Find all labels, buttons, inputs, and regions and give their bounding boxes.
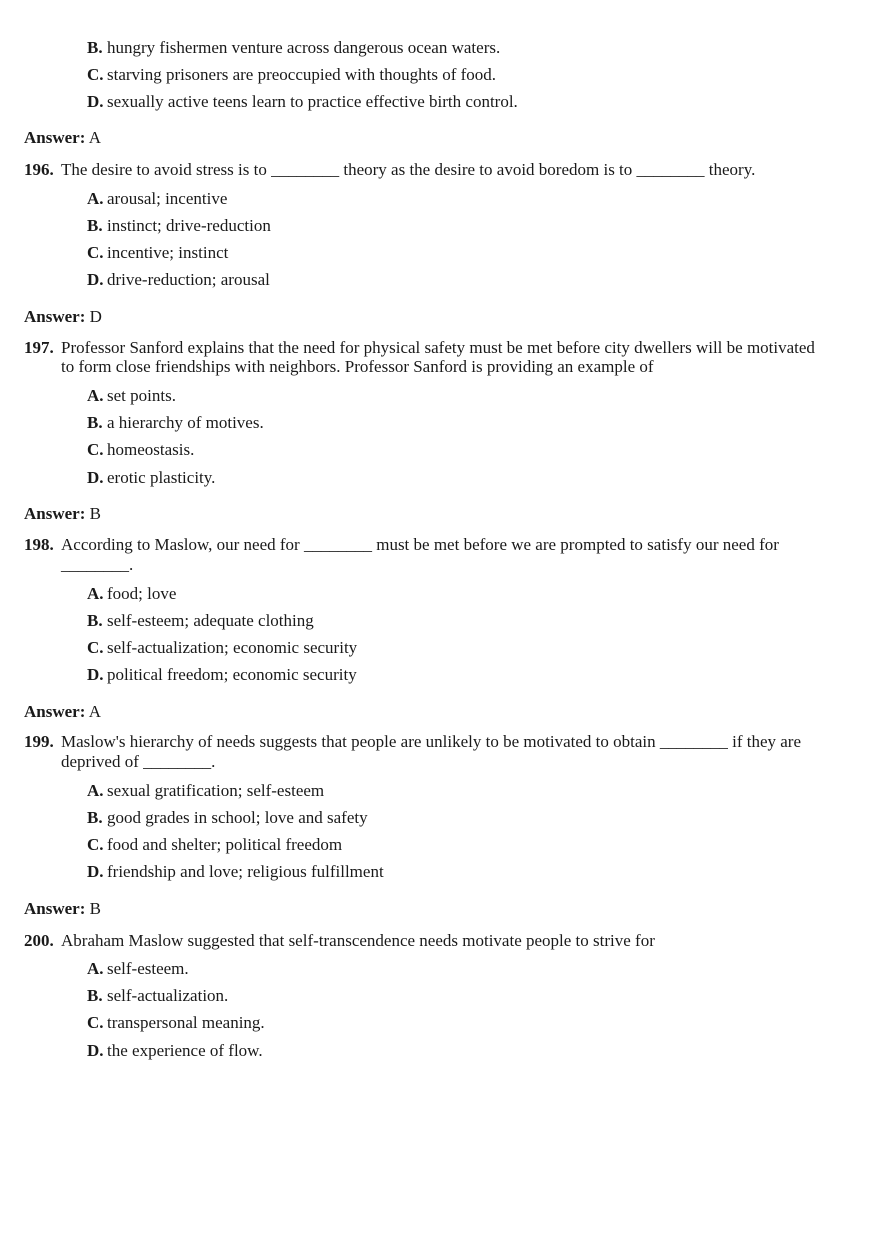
question-196 [24, 160, 755, 180]
question-number: 198. [24, 535, 54, 554]
option-letter: B. [87, 611, 103, 630]
q200-option-c [87, 1013, 265, 1033]
option-text: good grades in school; love and safety [107, 808, 368, 827]
option-text: drive-reduction; arousal [107, 270, 270, 289]
q198-option-a [87, 584, 176, 604]
answer-value: D [89, 307, 102, 326]
option-letter: B. [87, 808, 103, 827]
q198-option-d [87, 665, 357, 685]
option-letter: C. [87, 243, 104, 262]
question-text: deprived of ________. [61, 752, 216, 771]
option-text: incentive; instinct [107, 243, 229, 262]
option-letter: A. [87, 189, 104, 208]
answer-label: Answer: [24, 702, 86, 721]
q197-option-d [87, 468, 215, 488]
option-letter: B. [87, 413, 103, 432]
carryover-option-b [87, 38, 500, 58]
option-text: starving prisoners are preoccupied with thoughts of food. [107, 65, 497, 84]
option-text: self-actualization; economic security [107, 638, 358, 657]
option-letter: B. [87, 986, 103, 1005]
q199-answer [24, 899, 101, 919]
option-text: self-esteem; adequate clothing [107, 611, 314, 630]
question-198-line-2 [61, 555, 133, 575]
q199-option-b [87, 808, 368, 828]
option-letter: A. [87, 584, 104, 603]
question-200 [24, 931, 655, 951]
answer-label: Answer: [24, 307, 86, 326]
question-text: to form close friendships with neighbors. Professor Sanford is providing an example of [61, 357, 654, 376]
q196-option-d [87, 270, 270, 290]
question-number: 196. [24, 160, 54, 179]
option-text: sexually active teens learn to practice effective birth control. [107, 92, 518, 111]
option-text: instinct; drive-reduction [107, 216, 271, 235]
option-letter: A. [87, 781, 104, 800]
question-199-line-2 [61, 752, 215, 772]
option-letter: D. [87, 270, 104, 289]
option-letter: D. [87, 665, 104, 684]
q198-option-c [87, 638, 357, 658]
question-199 [24, 732, 801, 752]
q197-option-b [87, 413, 264, 433]
carryover-answer [24, 128, 101, 148]
option-text: a hierarchy of motives. [107, 413, 264, 432]
q199-option-c [87, 835, 342, 855]
q197-answer [24, 504, 101, 524]
answer-value: A [88, 128, 101, 147]
answer-value: B [89, 504, 101, 523]
question-text: According to Maslow, our need for ________ must be met before we are prompted to satisfy our need for [61, 535, 779, 554]
q196-option-b [87, 216, 271, 236]
option-letter: C. [87, 835, 104, 854]
option-text: friendship and love; religious fulfillment [107, 862, 384, 881]
q198-answer [24, 702, 101, 722]
q200-option-b [87, 986, 228, 1006]
q196-option-a [87, 189, 227, 209]
option-text: homeostasis. [107, 440, 195, 459]
q200-option-d [87, 1041, 263, 1061]
answer-value: A [88, 702, 101, 721]
option-text: erotic plasticity. [107, 468, 216, 487]
option-text: food and shelter; political freedom [107, 835, 343, 854]
option-letter: C. [87, 638, 104, 657]
question-197-line-2 [61, 357, 654, 377]
option-text: political freedom; economic security [107, 665, 357, 684]
option-letter: B. [87, 216, 103, 235]
carryover-option-c [87, 65, 496, 85]
option-text: the experience of flow. [107, 1041, 263, 1060]
option-letter: D. [87, 1041, 104, 1060]
q196-answer [24, 307, 102, 327]
option-text: sexual gratification; self-esteem [107, 781, 325, 800]
option-text: self-esteem. [107, 959, 189, 978]
option-letter: D. [87, 92, 104, 111]
question-text: The desire to avoid stress is to ________ theory as the desire to avoid boredom is to ________ theory. [61, 160, 756, 179]
answer-label: Answer: [24, 899, 86, 918]
option-letter: A. [87, 386, 104, 405]
question-198 [24, 535, 779, 555]
carryover-option-d [87, 92, 518, 112]
q197-option-c [87, 440, 194, 460]
option-letter: C. [87, 65, 104, 84]
answer-value: B [89, 899, 101, 918]
option-text: self-actualization. [107, 986, 229, 1005]
option-text: transpersonal meaning. [107, 1013, 265, 1032]
q199-option-a [87, 781, 324, 801]
q197-option-a [87, 386, 176, 406]
question-number: 200. [24, 931, 54, 950]
question-197 [24, 338, 815, 358]
option-text: set points. [107, 386, 176, 405]
question-text: Professor Sanford explains that the need for physical safety must be met before city dwellers will be motivated [61, 338, 815, 357]
question-number: 199. [24, 732, 54, 751]
option-text: arousal; incentive [107, 189, 228, 208]
option-text: hungry fishermen venture across dangerous ocean waters. [107, 38, 501, 57]
q200-option-a [87, 959, 189, 979]
question-number: 197. [24, 338, 54, 357]
option-letter: A. [87, 959, 104, 978]
q196-option-c [87, 243, 228, 263]
option-letter: C. [87, 440, 104, 459]
option-letter: C. [87, 1013, 104, 1032]
q198-option-b [87, 611, 314, 631]
q199-option-d [87, 862, 384, 882]
question-text: Maslow's hierarchy of needs suggests that people are unlikely to be motivated to obtain ________ if they are [61, 732, 802, 751]
answer-label: Answer: [24, 504, 86, 523]
option-letter: D. [87, 862, 104, 881]
question-text: Abraham Maslow suggested that self-transcendence needs motivate people to strive for [61, 931, 655, 950]
option-letter: D. [87, 468, 104, 487]
option-letter: B. [87, 38, 103, 57]
answer-label: Answer: [24, 128, 86, 147]
option-text: food; love [107, 584, 177, 603]
question-text: ________. [61, 555, 134, 574]
